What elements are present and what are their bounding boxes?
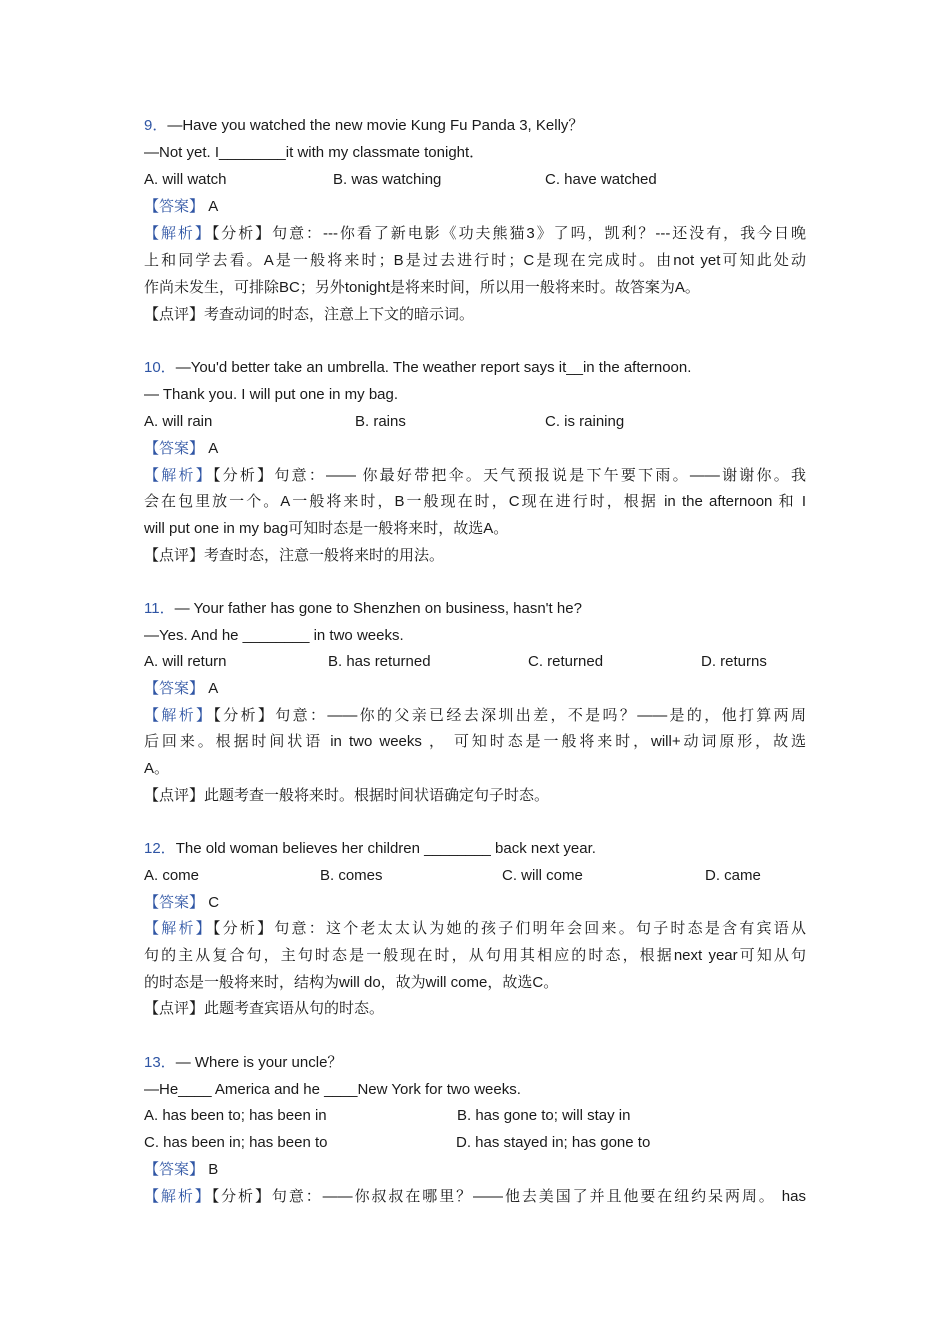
option-b: B. has returned (328, 653, 431, 670)
question-12-answer (144, 893, 806, 913)
answer-label: 【答案】 (144, 680, 205, 697)
option-d: D. returns (701, 653, 767, 670)
question-11-comment: 【点评】此题考查一般将来时。根据时间状语确定句子时态。 (144, 787, 550, 804)
question-11-response: —Yes. And he ________ in two weeks. (144, 627, 404, 644)
answer-value: B (208, 1161, 219, 1178)
question-12-comment: 【点评】此题考查宾语从句的时态。 (144, 1000, 385, 1017)
analysis-label: 【解析】 (144, 467, 213, 484)
question-10-answer (144, 439, 806, 459)
question-13-response: —He____ America and he ____New York for two weeks. (144, 1081, 521, 1098)
option-c: C. have watched (545, 171, 657, 188)
question-13-answer (144, 1160, 806, 1180)
comment-label: 【点评】 (144, 787, 205, 804)
question-9-comment: 【点评】考查动词的时态，注意上下文的暗示词。 (144, 306, 475, 323)
question-13-stem: 13．— Where is your uncle？ (144, 1054, 343, 1071)
question-9-response: —Not yet. I________it with my classmate tonight． (144, 144, 485, 161)
question-11-analysis-line: 后回来。根据时间状语 in two weeks ， 可知时态是一般将来时，will+动词原形，故选 (144, 733, 806, 750)
question-10-comment: 【点评】考查时态，注意一般将来时的用法。 (144, 547, 445, 564)
answer-value: A (208, 198, 219, 215)
option-a: A. will return (144, 653, 227, 670)
option-c: C. has been in; has been to (144, 1134, 328, 1151)
answer-value: A (208, 440, 219, 457)
question-13-analysis-line: 【解析】【分析】句意：——你叔叔在哪里？——他去美国了并且他要在纽约呆两周。 has (144, 1188, 806, 1205)
question-12-analysis-line: 【解析】【分析】句意：这个老太太认为她的孩子们明年会回来。句子时态是含有宾语从 (144, 920, 806, 937)
answer-label: 【答案】 (144, 198, 205, 215)
option-a: A. has been to; has been in (144, 1107, 327, 1124)
question-10-analysis-line: 【解析】【分析】句意：—— 你最好带把伞。天气预报说是下午要下雨。——谢谢你。我 (144, 467, 806, 484)
analysis-label: 【解析】 (144, 225, 212, 242)
question-10-response: — Thank you. I will put one in my bag. (144, 386, 399, 403)
analysis-label: 【解析】 (144, 920, 213, 937)
option-b: B. was watching (333, 171, 442, 188)
option-c: C. will come (502, 867, 583, 884)
comment-label: 【点评】 (144, 1000, 205, 1017)
question-number: 11． (144, 600, 175, 617)
option-b: B. comes (320, 867, 383, 884)
answer-label: 【答案】 (144, 894, 205, 911)
option-a: A. come (144, 867, 200, 884)
question-10-stem: 10．—You'd better take an umbrella. The weather report says it__in the afternoon. (144, 359, 692, 376)
answer-label: 【答案】 (144, 1161, 205, 1178)
question-11-analysis-line: A。 (144, 760, 170, 777)
question-11-answer (144, 679, 806, 699)
option-a: A. will watch (144, 171, 227, 188)
comment-label: 【点评】 (144, 306, 205, 323)
question-9-analysis-line: 上和同学去看。A是一般将来时；B是过去进行时；C是现在完成时。由not yet可知此处动 (144, 252, 806, 269)
answer-blank: __ (566, 359, 583, 376)
question-number: 13． (144, 1054, 176, 1071)
answer-blank: ________ (219, 144, 286, 161)
question-11-stem: 11．— Your father has gone to Shenzhen on business, hasn't he? (144, 600, 582, 617)
question-11-analysis-line: 【解析】【分析】句意：——你的父亲已经去深圳出差，不是吗？——是的，他打算两周 (144, 707, 806, 724)
question-10-analysis-line: 会在包里放一个。A一般将来时，B一般现在时，C现在进行时，根据 in the afternoon 和 I (144, 493, 806, 510)
answer-value: A (208, 680, 219, 697)
answer-label: 【答案】 (144, 440, 205, 457)
option-d: D. came (705, 867, 761, 884)
question-12-analysis-line: 的时态是一般将来时，结构为will do，故为will come，故选C。 (144, 974, 559, 991)
question-9-answer (144, 197, 806, 217)
question-number: 10． (144, 359, 176, 376)
option-d: D. has stayed in; has gone to (456, 1134, 651, 1151)
question-12-analysis-line: 句的主从复合句，主句时态是一般现在时，从句用其相应的时态，根据next year可知从句 (144, 947, 806, 964)
question-10-analysis-line: will put one in my bag可知时态是一般将来时，故选A。 (144, 520, 509, 537)
option-c: C. returned (528, 653, 604, 670)
comment-label: 【点评】 (144, 547, 205, 564)
answer-value: C (208, 894, 220, 911)
option-b: B. has gone to; will stay in (457, 1107, 631, 1124)
option-a: A. will rain (144, 413, 213, 430)
question-9-analysis-line: 【解析】【分析】句意：---你看了新电影《功夫熊猫3》了吗，凯利？---还没有，我今日晚 (144, 225, 806, 242)
option-b: B. rains (355, 413, 406, 430)
question-9-stem: 9．—Have you watched the new movie Kung Fu Panda 3, Kelly？ (144, 117, 584, 134)
question-9-analysis-line: 作尚未发生，可排除BC；另外tonight是将来时间，所以用一般将来时。故答案为A。 (144, 279, 700, 296)
analysis-label: 【解析】 (144, 707, 214, 724)
analysis-label: 【解析】 (144, 1188, 212, 1205)
question-12-stem: 12．The old woman believes her children ________ back next year. (144, 840, 596, 857)
question-number: 12． (144, 840, 176, 857)
option-c: C. is raining (545, 413, 625, 430)
question-number: 9． (144, 117, 168, 134)
